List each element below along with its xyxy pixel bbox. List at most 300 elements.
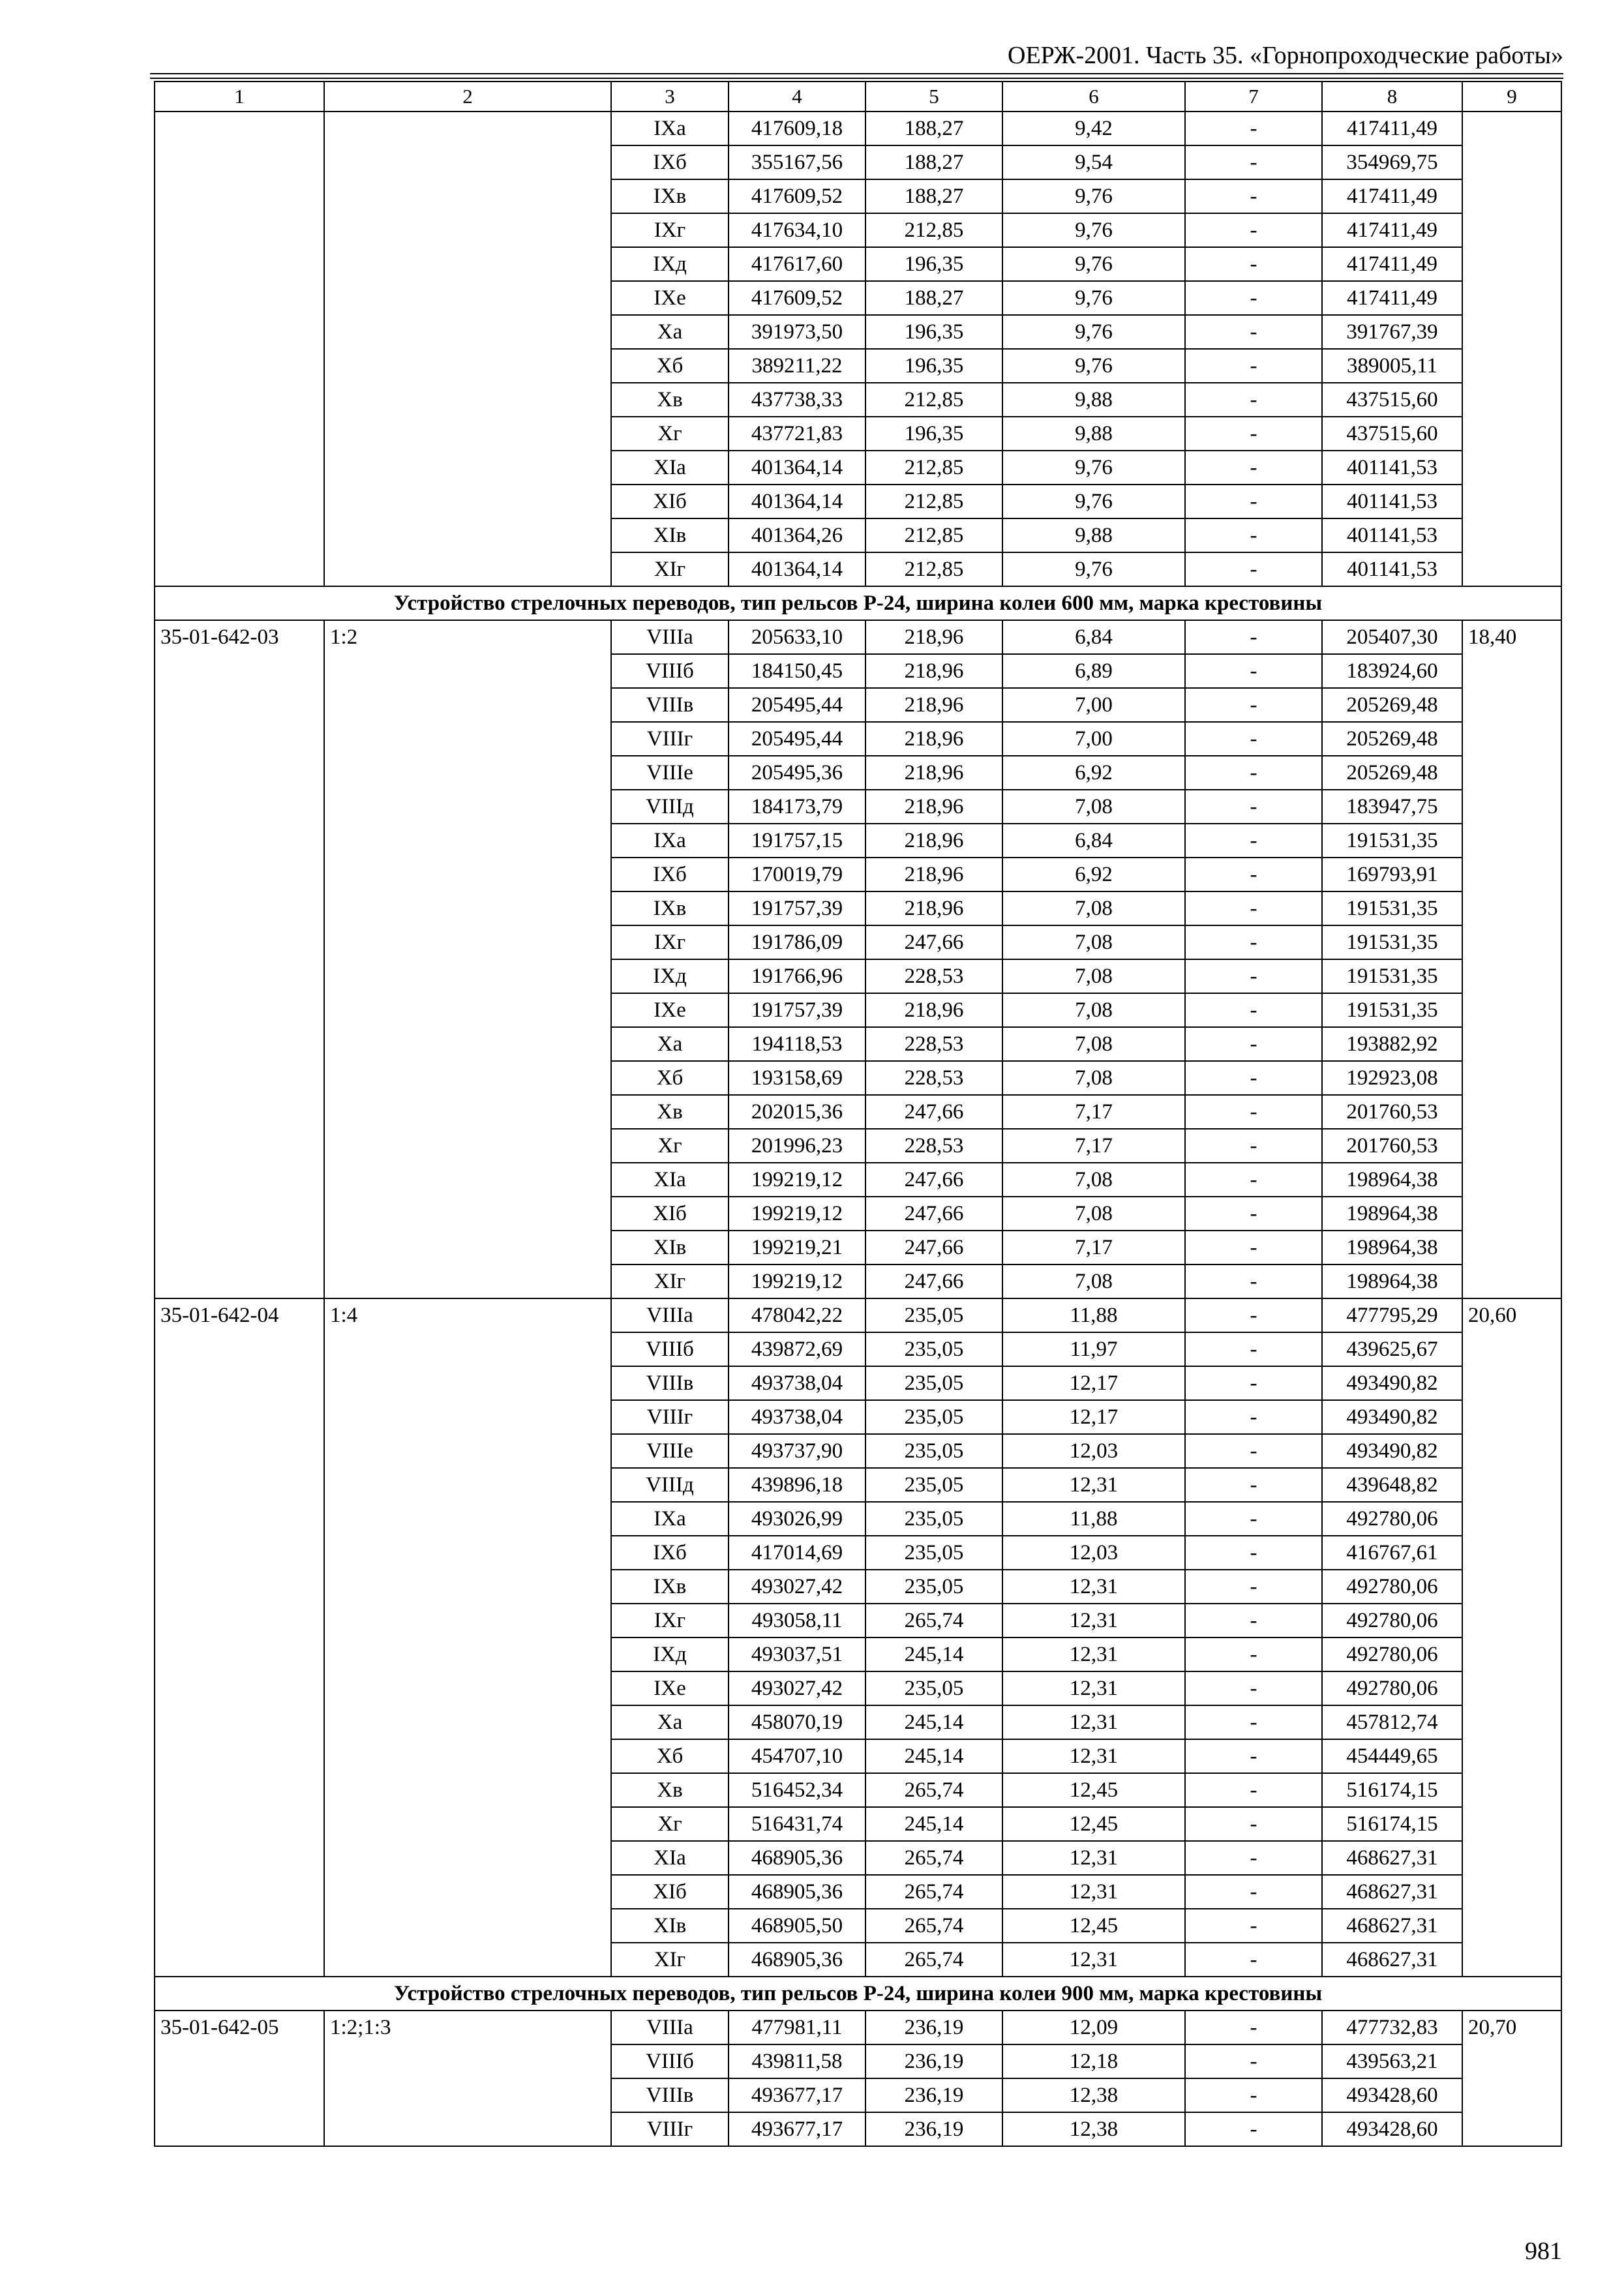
materials-cost: 201760,53: [1322, 1095, 1462, 1129]
wages: 235,05: [865, 1298, 1002, 1332]
materials-cost: 198964,38: [1322, 1264, 1462, 1298]
operator-wages: -: [1185, 2112, 1322, 2146]
total-cost: 199219,12: [729, 1163, 865, 1197]
resource-class: VIIIа: [611, 1298, 729, 1332]
table-row: [155, 1298, 1561, 1332]
wages: 235,05: [865, 1400, 1002, 1434]
wages: 235,05: [865, 1536, 1002, 1570]
total-cost: 417609,18: [729, 112, 865, 145]
machine-cost: 12,09: [1002, 2011, 1185, 2044]
operator-wages: -: [1185, 417, 1322, 451]
col9-cell-empty: [1462, 112, 1561, 586]
crossing-ratio: 1:4: [324, 1298, 611, 1977]
code-cell-empty: [155, 112, 324, 586]
wages: 235,05: [865, 1434, 1002, 1468]
wages: 247,66: [865, 1095, 1002, 1129]
total-cost: 493677,17: [729, 2112, 865, 2146]
operator-wages: -: [1185, 1129, 1322, 1163]
total-cost: 417634,10: [729, 213, 865, 247]
operator-wages: -: [1185, 891, 1322, 925]
total-cost: 417014,69: [729, 1536, 865, 1570]
machine-cost: 9,76: [1002, 485, 1185, 518]
operator-wages: -: [1185, 1231, 1322, 1264]
materials-cost: 492780,06: [1322, 1604, 1462, 1638]
resource-class: VIIIг: [611, 2112, 729, 2146]
machine-cost: 9,88: [1002, 383, 1185, 417]
wages: 212,85: [865, 518, 1002, 552]
section-heading: Устройство стрелочных переводов, тип рельсов Р-24, ширина колеи 900 мм, марка крестовины: [155, 1977, 1561, 2011]
machine-cost: 12,31: [1002, 1638, 1185, 1671]
operator-wages: -: [1185, 1332, 1322, 1366]
total-cost: 199219,12: [729, 1197, 865, 1231]
col-number: 6: [1002, 82, 1185, 112]
col-number: 3: [611, 82, 729, 112]
machine-cost: 12,38: [1002, 2078, 1185, 2112]
machine-cost: 7,08: [1002, 959, 1185, 993]
machine-cost: 12,18: [1002, 2044, 1185, 2078]
operator-wages: -: [1185, 1841, 1322, 1875]
wages: 265,74: [865, 1875, 1002, 1909]
machine-cost: 12,31: [1002, 1943, 1185, 1977]
resource-class: Xб: [611, 1739, 729, 1773]
total-cost: 205495,44: [729, 722, 865, 756]
operator-wages: -: [1185, 281, 1322, 315]
machine-cost: 9,76: [1002, 179, 1185, 213]
operator-wages: -: [1185, 552, 1322, 586]
resource-class: Xв: [611, 1095, 729, 1129]
total-cost: 401364,14: [729, 552, 865, 586]
resource-class: XIг: [611, 1264, 729, 1298]
total-cost: 493058,11: [729, 1604, 865, 1638]
col-number: 5: [865, 82, 1002, 112]
operator-wages: -: [1185, 654, 1322, 688]
operator-wages: -: [1185, 1604, 1322, 1638]
total-cost: 468905,36: [729, 1943, 865, 1977]
labor-hours: 20,70: [1462, 2011, 1561, 2146]
materials-cost: 437515,60: [1322, 383, 1462, 417]
operator-wages: -: [1185, 383, 1322, 417]
cost-table: [154, 81, 1562, 2147]
operator-wages: -: [1185, 349, 1322, 383]
machine-cost: 9,76: [1002, 315, 1185, 349]
total-cost: 468905,50: [729, 1909, 865, 1943]
resource-class: IXб: [611, 858, 729, 891]
wages: 188,27: [865, 112, 1002, 145]
operator-wages: -: [1185, 1638, 1322, 1671]
machine-cost: 11,97: [1002, 1332, 1185, 1366]
materials-cost: 198964,38: [1322, 1231, 1462, 1264]
operator-wages: -: [1185, 1197, 1322, 1231]
total-cost: 201996,23: [729, 1129, 865, 1163]
wages: 265,74: [865, 1841, 1002, 1875]
resource-class: IXа: [611, 112, 729, 145]
total-cost: 191766,96: [729, 959, 865, 993]
operator-wages: -: [1185, 722, 1322, 756]
wages: 228,53: [865, 1061, 1002, 1095]
machine-cost: 7,08: [1002, 1197, 1185, 1231]
materials-cost: 183947,75: [1322, 790, 1462, 824]
wages: 235,05: [865, 1570, 1002, 1604]
machine-cost: 9,88: [1002, 518, 1185, 552]
total-cost: 516452,34: [729, 1773, 865, 1807]
wages: 247,66: [865, 1163, 1002, 1197]
operator-wages: -: [1185, 2044, 1322, 2078]
operator-wages: -: [1185, 620, 1322, 654]
col-number: 2: [324, 82, 611, 112]
resource-class: XIв: [611, 518, 729, 552]
resource-class: Xб: [611, 349, 729, 383]
total-cost: 478042,22: [729, 1298, 865, 1332]
machine-cost: 12,03: [1002, 1434, 1185, 1468]
total-cost: 205495,44: [729, 688, 865, 722]
materials-cost: 492780,06: [1322, 1502, 1462, 1536]
table-row: [155, 2011, 1561, 2044]
materials-cost: 198964,38: [1322, 1163, 1462, 1197]
materials-cost: 191531,35: [1322, 993, 1462, 1027]
total-cost: 493037,51: [729, 1638, 865, 1671]
wages: 218,96: [865, 620, 1002, 654]
wages: 228,53: [865, 1129, 1002, 1163]
operator-wages: -: [1185, 1400, 1322, 1434]
materials-cost: 191531,35: [1322, 959, 1462, 993]
operator-wages: -: [1185, 688, 1322, 722]
page-number: 981: [1525, 2237, 1562, 2265]
machine-cost: 9,76: [1002, 349, 1185, 383]
total-cost: 493026,99: [729, 1502, 865, 1536]
wages: 235,05: [865, 1366, 1002, 1400]
total-cost: 202015,36: [729, 1095, 865, 1129]
wages: 228,53: [865, 1027, 1002, 1061]
machine-cost: 12,17: [1002, 1366, 1185, 1400]
resource-class: IXб: [611, 1536, 729, 1570]
operator-wages: -: [1185, 1027, 1322, 1061]
resource-class: IXе: [611, 993, 729, 1027]
wages: 218,96: [865, 824, 1002, 858]
resource-class: XIв: [611, 1909, 729, 1943]
machine-cost: 7,08: [1002, 1061, 1185, 1095]
resource-class: VIIIв: [611, 1366, 729, 1400]
machine-cost: 7,08: [1002, 1163, 1185, 1197]
col-number: 7: [1185, 82, 1322, 112]
rate-code: 35-01-642-05: [155, 2011, 324, 2146]
operator-wages: -: [1185, 145, 1322, 179]
resource-class: XIб: [611, 1875, 729, 1909]
machine-cost: 12,31: [1002, 1739, 1185, 1773]
operator-wages: -: [1185, 1705, 1322, 1739]
wages: 218,96: [865, 688, 1002, 722]
resource-class: Xб: [611, 1061, 729, 1095]
total-cost: 437721,83: [729, 417, 865, 451]
resource-class: VIIIе: [611, 1434, 729, 1468]
resource-class: IXб: [611, 145, 729, 179]
wages: 245,14: [865, 1705, 1002, 1739]
section-heading-row: [155, 586, 1561, 620]
total-cost: 205633,10: [729, 620, 865, 654]
wages: 228,53: [865, 959, 1002, 993]
wages: 196,35: [865, 417, 1002, 451]
resource-class: Xа: [611, 1027, 729, 1061]
operator-wages: -: [1185, 1434, 1322, 1468]
total-cost: 417609,52: [729, 281, 865, 315]
total-cost: 355167,56: [729, 145, 865, 179]
operator-wages: -: [1185, 925, 1322, 959]
materials-cost: 205269,48: [1322, 722, 1462, 756]
resource-class: IXг: [611, 213, 729, 247]
wages: 218,96: [865, 891, 1002, 925]
materials-cost: 468627,31: [1322, 1875, 1462, 1909]
resource-class: VIIIб: [611, 2044, 729, 2078]
header-rule: [150, 73, 1563, 74]
wages: 245,14: [865, 1638, 1002, 1671]
machine-cost: 7,00: [1002, 722, 1185, 756]
total-cost: 493027,42: [729, 1671, 865, 1705]
total-cost: 194118,53: [729, 1027, 865, 1061]
machine-cost: 12,31: [1002, 1468, 1185, 1502]
rate-code: 35-01-642-03: [155, 620, 324, 1298]
wages: 212,85: [865, 552, 1002, 586]
machine-cost: 12,31: [1002, 1705, 1185, 1739]
materials-cost: 391767,39: [1322, 315, 1462, 349]
total-cost: 439811,58: [729, 2044, 865, 2078]
materials-cost: 191531,35: [1322, 891, 1462, 925]
operator-wages: -: [1185, 2011, 1322, 2044]
machine-cost: 12,03: [1002, 1536, 1185, 1570]
total-cost: 191786,09: [729, 925, 865, 959]
materials-cost: 401141,53: [1322, 518, 1462, 552]
materials-cost: 401141,53: [1322, 451, 1462, 485]
total-cost: 417609,52: [729, 179, 865, 213]
materials-cost: 468627,31: [1322, 1841, 1462, 1875]
wages: 212,85: [865, 213, 1002, 247]
total-cost: 516431,74: [729, 1807, 865, 1841]
section-heading-row: [155, 1977, 1561, 2011]
machine-cost: 12,17: [1002, 1400, 1185, 1434]
materials-cost: 477732,83: [1322, 2011, 1462, 2044]
resource-class: IXа: [611, 1502, 729, 1536]
materials-cost: 201760,53: [1322, 1129, 1462, 1163]
materials-cost: 169793,91: [1322, 858, 1462, 891]
total-cost: 191757,15: [729, 824, 865, 858]
materials-cost: 205269,48: [1322, 688, 1462, 722]
resource-class: XIв: [611, 1231, 729, 1264]
materials-cost: 516174,15: [1322, 1773, 1462, 1807]
total-cost: 493027,42: [729, 1570, 865, 1604]
machine-cost: 7,17: [1002, 1095, 1185, 1129]
resource-class: Xг: [611, 1129, 729, 1163]
materials-cost: 454449,65: [1322, 1739, 1462, 1773]
wages: 247,66: [865, 1197, 1002, 1231]
resource-class: Xв: [611, 383, 729, 417]
machine-cost: 9,54: [1002, 145, 1185, 179]
wages: 247,66: [865, 925, 1002, 959]
wages: 196,35: [865, 247, 1002, 281]
header-rule-secondary: [150, 78, 1563, 79]
materials-cost: 468627,31: [1322, 1909, 1462, 1943]
materials-cost: 492780,06: [1322, 1638, 1462, 1671]
materials-cost: 493428,60: [1322, 2078, 1462, 2112]
total-cost: 439896,18: [729, 1468, 865, 1502]
operator-wages: -: [1185, 824, 1322, 858]
wages: 236,19: [865, 2078, 1002, 2112]
total-cost: 191757,39: [729, 891, 865, 925]
machine-cost: 12,31: [1002, 1671, 1185, 1705]
machine-cost: 12,45: [1002, 1909, 1185, 1943]
operator-wages: -: [1185, 315, 1322, 349]
machine-cost: 12,38: [1002, 2112, 1185, 2146]
column-number-row: [155, 82, 1561, 112]
machine-cost: 7,08: [1002, 1264, 1185, 1298]
resource-class: VIIIе: [611, 756, 729, 790]
resource-class: Xа: [611, 315, 729, 349]
operator-wages: -: [1185, 1909, 1322, 1943]
resource-class: XIб: [611, 485, 729, 518]
total-cost: 454707,10: [729, 1739, 865, 1773]
total-cost: 439872,69: [729, 1332, 865, 1366]
operator-wages: -: [1185, 790, 1322, 824]
resource-class: XIг: [611, 552, 729, 586]
operator-wages: -: [1185, 1773, 1322, 1807]
machine-cost: 12,45: [1002, 1807, 1185, 1841]
wages: 236,19: [865, 2044, 1002, 2078]
wages: 236,19: [865, 2011, 1002, 2044]
total-cost: 205495,36: [729, 756, 865, 790]
machine-cost: 6,84: [1002, 824, 1185, 858]
operator-wages: -: [1185, 1468, 1322, 1502]
operator-wages: -: [1185, 451, 1322, 485]
wages: 212,85: [865, 451, 1002, 485]
total-cost: 401364,14: [729, 451, 865, 485]
machine-cost: 9,88: [1002, 417, 1185, 451]
wages: 218,96: [865, 993, 1002, 1027]
total-cost: 458070,19: [729, 1705, 865, 1739]
operator-wages: -: [1185, 1807, 1322, 1841]
materials-cost: 492780,06: [1322, 1570, 1462, 1604]
resource-class: IXе: [611, 281, 729, 315]
materials-cost: 457812,74: [1322, 1705, 1462, 1739]
machine-cost: 6,92: [1002, 858, 1185, 891]
materials-cost: 493490,82: [1322, 1400, 1462, 1434]
table-body: [155, 82, 1561, 2146]
wages: 245,14: [865, 1739, 1002, 1773]
wages: 218,96: [865, 722, 1002, 756]
wages: 188,27: [865, 281, 1002, 315]
operator-wages: -: [1185, 756, 1322, 790]
wages: 247,66: [865, 1231, 1002, 1264]
materials-cost: 198964,38: [1322, 1197, 1462, 1231]
wages: 235,05: [865, 1468, 1002, 1502]
resource-class: VIIIв: [611, 2078, 729, 2112]
operator-wages: -: [1185, 2078, 1322, 2112]
wages: 235,05: [865, 1332, 1002, 1366]
resource-class: VIIIа: [611, 2011, 729, 2044]
total-cost: 493738,04: [729, 1366, 865, 1400]
materials-cost: 401141,53: [1322, 552, 1462, 586]
operator-wages: -: [1185, 1536, 1322, 1570]
materials-cost: 389005,11: [1322, 349, 1462, 383]
machine-cost: 6,84: [1002, 620, 1185, 654]
operator-wages: -: [1185, 518, 1322, 552]
resource-class: Xв: [611, 1773, 729, 1807]
machine-cost: 9,76: [1002, 451, 1185, 485]
machine-cost: 9,76: [1002, 552, 1185, 586]
materials-cost: 492780,06: [1322, 1671, 1462, 1705]
materials-cost: 193882,92: [1322, 1027, 1462, 1061]
wages: 235,05: [865, 1671, 1002, 1705]
operator-wages: -: [1185, 247, 1322, 281]
total-cost: 391973,50: [729, 315, 865, 349]
machine-cost: 9,42: [1002, 112, 1185, 145]
resource-class: VIIIа: [611, 620, 729, 654]
wages: 188,27: [865, 179, 1002, 213]
wages: 196,35: [865, 315, 1002, 349]
resource-class: VIIIв: [611, 688, 729, 722]
resource-class: VIIIд: [611, 790, 729, 824]
machine-cost: 11,88: [1002, 1502, 1185, 1536]
materials-cost: 417411,49: [1322, 112, 1462, 145]
materials-cost: 439625,67: [1322, 1332, 1462, 1366]
wages: 235,05: [865, 1502, 1002, 1536]
resource-class: IXг: [611, 925, 729, 959]
machine-cost: 9,76: [1002, 281, 1185, 315]
table-row: [155, 112, 1561, 145]
total-cost: 493738,04: [729, 1400, 865, 1434]
total-cost: 401364,14: [729, 485, 865, 518]
machine-cost: 7,00: [1002, 688, 1185, 722]
resource-class: XIг: [611, 1943, 729, 1977]
machine-cost: 6,92: [1002, 756, 1185, 790]
machine-cost: 9,76: [1002, 213, 1185, 247]
operator-wages: -: [1185, 1739, 1322, 1773]
machine-cost: 7,17: [1002, 1129, 1185, 1163]
total-cost: 401364,26: [729, 518, 865, 552]
operator-wages: -: [1185, 959, 1322, 993]
operator-wages: -: [1185, 1366, 1322, 1400]
resource-class: XIа: [611, 1163, 729, 1197]
labor-hours: 20,60: [1462, 1298, 1561, 1977]
operator-wages: -: [1185, 1502, 1322, 1536]
resource-class: IXд: [611, 1638, 729, 1671]
materials-cost: 183924,60: [1322, 654, 1462, 688]
operator-wages: -: [1185, 485, 1322, 518]
total-cost: 468905,36: [729, 1841, 865, 1875]
materials-cost: 477795,29: [1322, 1298, 1462, 1332]
materials-cost: 417411,49: [1322, 247, 1462, 281]
materials-cost: 416767,61: [1322, 1536, 1462, 1570]
wages: 265,74: [865, 1773, 1002, 1807]
materials-cost: 417411,49: [1322, 179, 1462, 213]
machine-cost: 7,08: [1002, 1027, 1185, 1061]
operator-wages: -: [1185, 993, 1322, 1027]
total-cost: 477981,11: [729, 2011, 865, 2044]
col-number: 9: [1462, 82, 1561, 112]
machine-cost: 12,31: [1002, 1841, 1185, 1875]
table-row: [155, 620, 1561, 654]
materials-cost: 493490,82: [1322, 1434, 1462, 1468]
resource-class: IXа: [611, 824, 729, 858]
resource-class: VIIIб: [611, 1332, 729, 1366]
resource-class: IXд: [611, 247, 729, 281]
machine-cost: 12,31: [1002, 1875, 1185, 1909]
materials-cost: 191531,35: [1322, 925, 1462, 959]
materials-cost: 205269,48: [1322, 756, 1462, 790]
machine-cost: 7,08: [1002, 993, 1185, 1027]
machine-cost: 7,08: [1002, 925, 1185, 959]
resource-class: IXв: [611, 179, 729, 213]
resource-class: XIа: [611, 451, 729, 485]
materials-cost: 205407,30: [1322, 620, 1462, 654]
materials-cost: 437515,60: [1322, 417, 1462, 451]
materials-cost: 401141,53: [1322, 485, 1462, 518]
